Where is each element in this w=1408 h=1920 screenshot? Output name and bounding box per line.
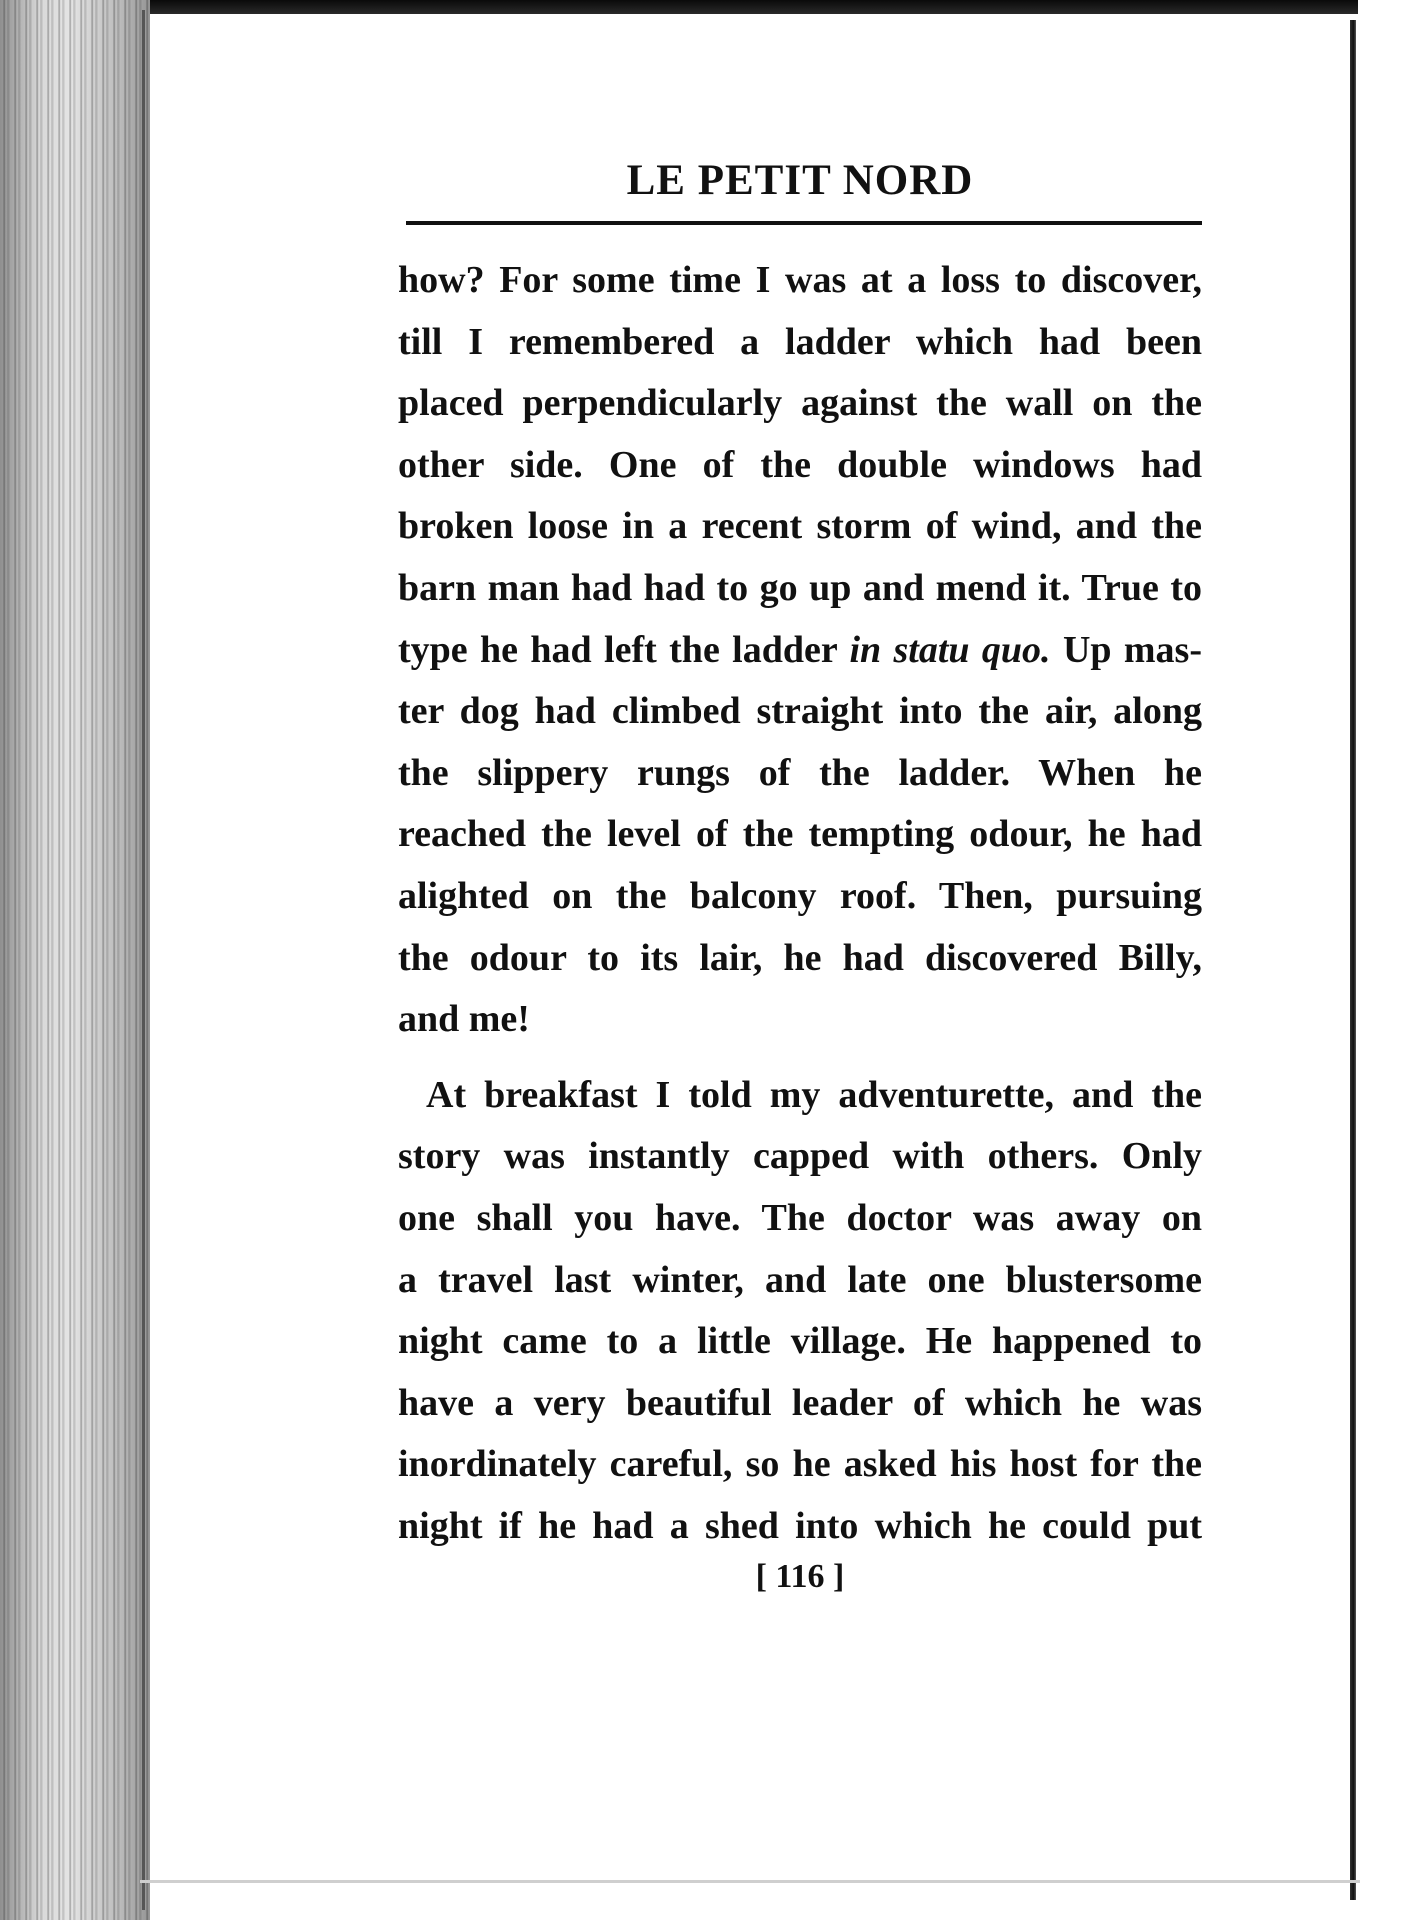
page-number: [ 116 ] [755, 1558, 845, 1595]
text-line: and me! [398, 998, 530, 1041]
text-line: barn man had had to go up and mend it. True to [398, 566, 1202, 609]
body-text [398, 250, 1202, 1557]
running-head: LE PETIT NORD [626, 157, 974, 204]
scan-border-top [0, 0, 1408, 14]
text-line: alighted on the balcony roof. Then, pursuing [398, 874, 1202, 917]
text-line: the odour to its lair, he had discovered Billy, [398, 936, 1202, 979]
text-line: reached the level of the tempting odour, he had [398, 813, 1202, 856]
text-line: placed perpendicularly against the wall on the [398, 382, 1202, 425]
text-line: a travel last winter, and late one blustersome [398, 1258, 1202, 1301]
text-line: how? For some time I was at a loss to discover, [398, 259, 1202, 301]
text-line: ter dog had climbed straight into the air, along [398, 690, 1202, 733]
book-edge-shadow [0, 0, 150, 1920]
text-line-with-italic [398, 620, 1202, 682]
text-line: night if he had a shed into which he could put [398, 1504, 1202, 1547]
scan-border-right [1358, 0, 1408, 1920]
page-bottom-edge [140, 1880, 1360, 1883]
text-line: one shall you have. The doctor was away on [398, 1196, 1202, 1239]
italic-phrase: in statu quo. [849, 628, 1051, 671]
text-line: the slippery rungs of the ladder. When he [398, 751, 1202, 794]
text-segment: Up mas- [1050, 628, 1202, 671]
paragraph-2 [398, 1065, 1202, 1558]
facing-page-edge [1350, 20, 1356, 1900]
paragraph-gap [398, 1051, 1202, 1065]
text-segment: type he had left the ladder [398, 628, 850, 671]
text-line: other side. One of the double windows had [398, 443, 1202, 486]
paragraph-1 [398, 250, 1202, 1051]
text-line: have a very beautiful leader of which he was [398, 1381, 1202, 1424]
text-line: story was instantly capped with others. Only [398, 1135, 1202, 1178]
text-line: At breakfast I told my adventurette, and the [426, 1073, 1202, 1116]
page-edge-line [142, 10, 145, 1910]
text-line: night came to a little village. He happened to [398, 1320, 1202, 1363]
header-rule [406, 221, 1202, 225]
text-line: broken loose in a recent storm of wind, and the [398, 505, 1202, 548]
text-line: till I remembered a ladder which had been [398, 320, 1202, 363]
text-line: inordinately careful, so he asked his host for the [398, 1443, 1202, 1486]
